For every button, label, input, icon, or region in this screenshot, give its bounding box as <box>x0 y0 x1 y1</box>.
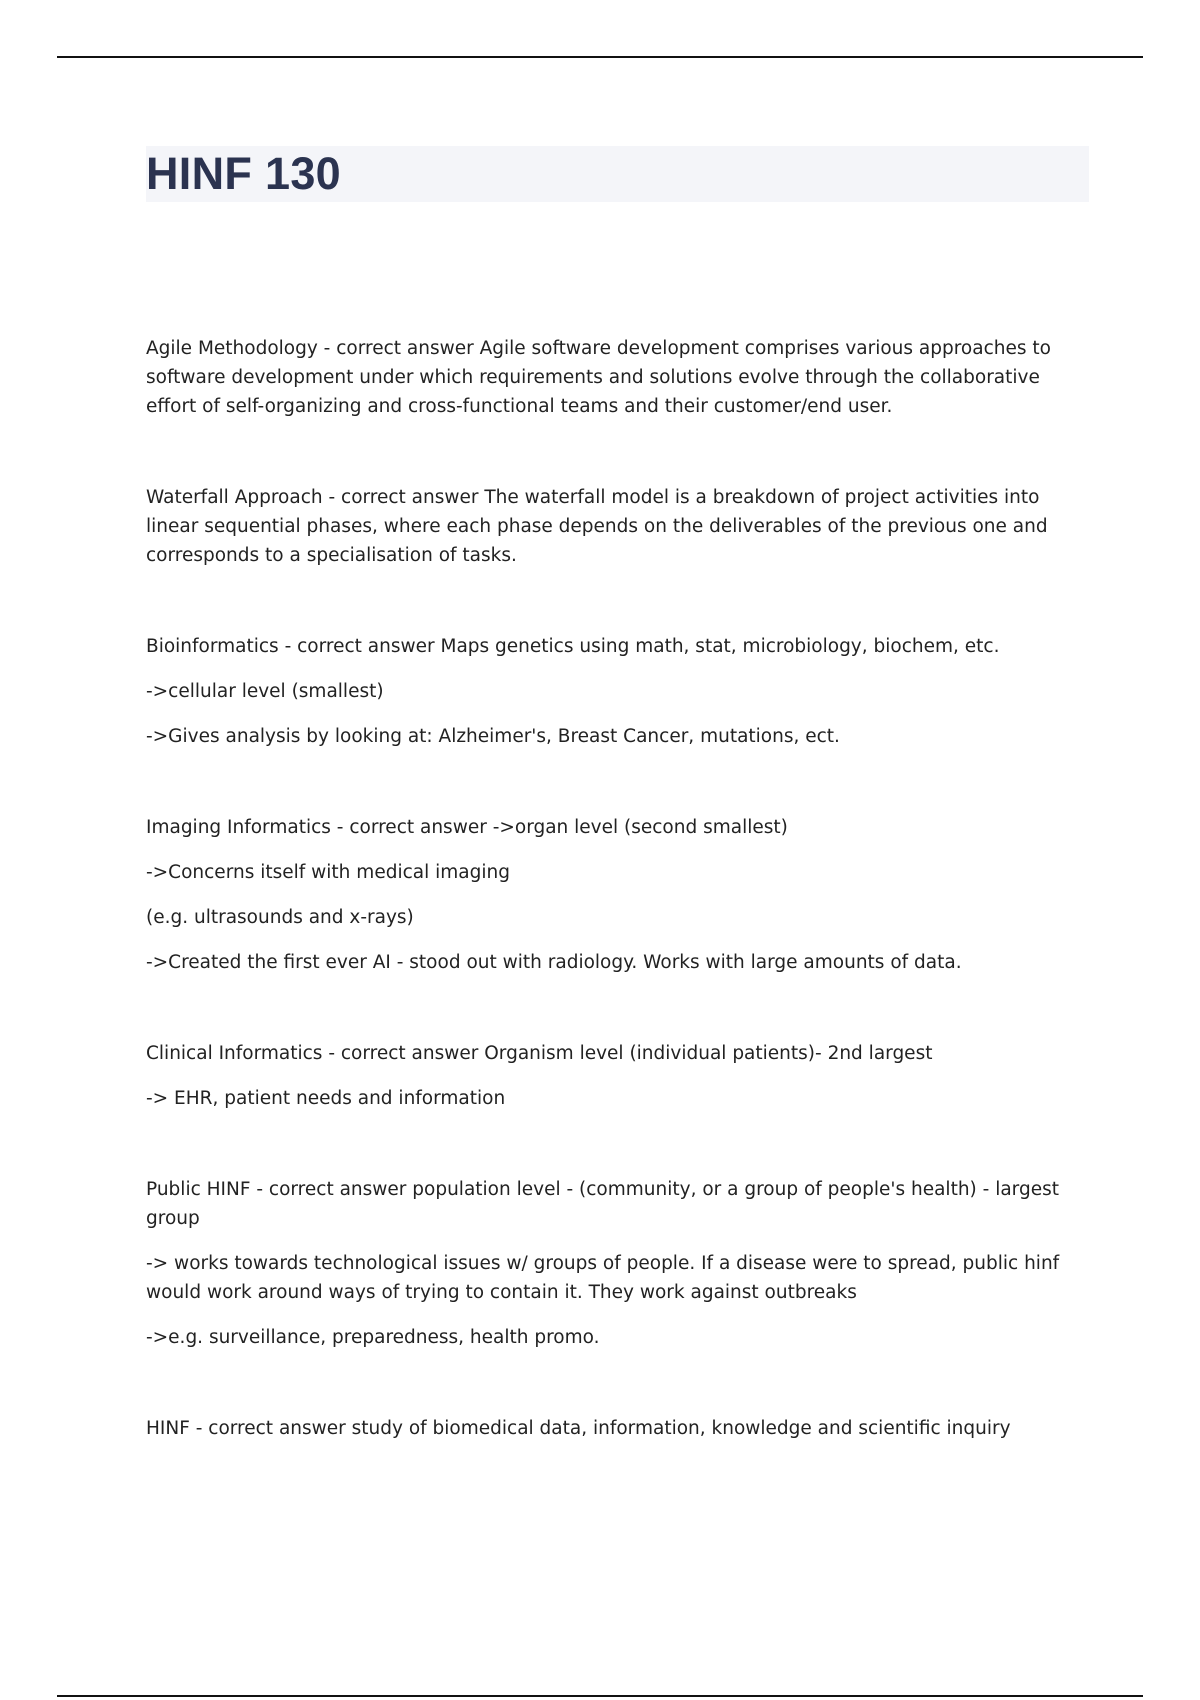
entry-paragraph: ->e.g. surveillance, preparedness, health promo. <box>146 1327 600 1348</box>
entry-paragraph: (e.g. ultrasounds and x-rays) <box>146 907 414 928</box>
entry-paragraph: ->Created the first ever AI - stood out with radiology. Works with large amounts of data. <box>146 952 962 973</box>
entry-paragraph: Clinical Informatics - correct answer Organism level (individual patients)- 2nd largest <box>146 1043 933 1064</box>
entry-imaging-informatics <box>146 813 1096 977</box>
entry-paragraph: -> EHR, patient needs and information <box>146 1088 506 1109</box>
entry-public-hinf <box>146 1175 1096 1352</box>
document-title: HINF 130 <box>146 148 341 199</box>
top-rule <box>57 56 1143 58</box>
entry-agile-methodology <box>146 334 1096 421</box>
entry-clinical-informatics <box>146 1039 1096 1113</box>
entry-paragraph: Public HINF - correct answer population level - (community, or a group of people's health) - largest group <box>146 1179 1059 1229</box>
entry-hinf <box>146 1414 1096 1443</box>
entry-paragraph: ->cellular level (smallest) <box>146 681 384 702</box>
entry-paragraph: -> works towards technological issues w/ groups of people. If a disease were to spread, public hinf would work around ways of trying to contain it. They work against outbreaks <box>146 1253 1060 1303</box>
document-body <box>146 334 1096 1505</box>
entry-paragraph: HINF - correct answer study of biomedical data, information, knowledge and scientific inquiry <box>146 1418 1011 1439</box>
entry-paragraph: Waterfall Approach - correct answer The waterfall model is a breakdown of project activities into linear sequential phases, where each phase depends on the deliverables of the previous one and corresponds to a specialisation of tasks. <box>146 487 1048 566</box>
entry-waterfall-approach <box>146 483 1096 570</box>
bottom-rule <box>57 1695 1143 1697</box>
entry-paragraph: ->Concerns itself with medical imaging <box>146 862 510 883</box>
entry-paragraph: ->Gives analysis by looking at: Alzheimer's, Breast Cancer, mutations, ect. <box>146 726 840 747</box>
entry-paragraph: Agile Methodology - correct answer Agile software development comprises various approaches to software development under which requirements and solutions evolve through the collaborative effort of self-organizing and cross-functional teams and their customer/end user. <box>146 338 1051 417</box>
entry-bioinformatics <box>146 632 1096 751</box>
entry-paragraph: Imaging Informatics - correct answer ->organ level (second smallest) <box>146 817 788 838</box>
entry-paragraph: Bioinformatics - correct answer Maps genetics using math, stat, microbiology, biochem, etc. <box>146 636 1000 657</box>
